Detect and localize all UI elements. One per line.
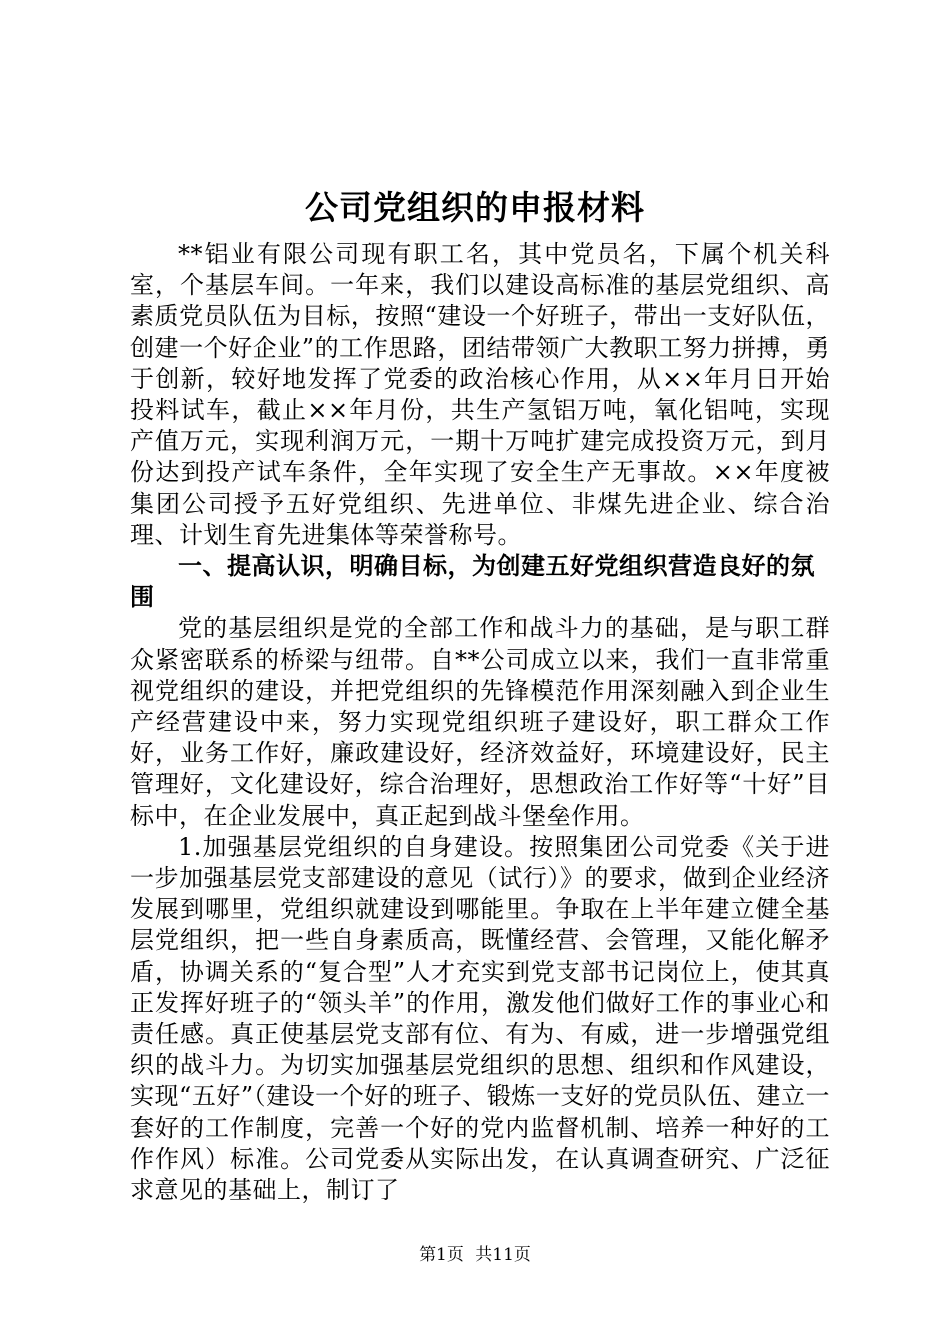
document-title: 公司党组织的申报材料 <box>305 188 645 227</box>
page-footer <box>0 1243 950 1267</box>
section-item-1: 1.加强基层党组织的自身建设。按照集团公司党委《关于进一步加强基层党支部建设的意见（试行）》的要求，做到企业经济发展到哪里，党组织就建设到哪能里。争取在上半年建立健全基层党组织，把一些自身素质高，既懂经营、会管理，又能化解矛盾，协调关系的“复合型”人才充实到党支部书记岗位上，使其真正发挥好班子的“领头羊”的作用，激发他们做好工作的事业心和责任感。真正使基层党支部有位、有为、有威，进一步增强党组织的战斗力。为切实加强基层党组织的思想、组织和作风建设，实现“五好”（建设一个好的班子、锻炼一支好的党员队伍、建立一套好的工作制度，完善一个好的党内监督机制、培养一种好的工作作风）标准。公司党委从实际出发，在认真调查研究、广泛征求意见的基础上，制订了 <box>130 832 830 1205</box>
document-body <box>130 239 830 1206</box>
section-paragraph: 党的基层组织是党的全部工作和战斗力的基础，是与职工群众紧密联系的桥梁与纽带。自**公司成立以来，我们一直非常重视党组织的建设，并把党组织的先锋模范作用深刻融入到企业生产经营建设中来，努力实现党组织班子建设好，职工群众工作好，业务工作好，廉政建设好，经济效益好，环境建设好，民主管理好，文化建设好，综合治理好，思想政治工作好等“十好”目标中，在企业发展中，真正起到战斗堡垒作用。 <box>130 614 830 830</box>
page-number: 第1页 <box>419 1245 464 1265</box>
page-total: 共11页 <box>475 1245 531 1265</box>
intro-paragraph: **铝业有限公司现有职工名，其中党员名，下属个机关科室，个基层车间。一年来，我们以建设高标准的基层党组织、高素质党员队伍为目标，按照“建设一个好班子，带出一支好队伍，创建一个好企业”的工作思路，团结带领广大教职工努力拼搏，勇于创新，较好地发挥了党委的政治核心作用，从××年月日开始投料试车，截止××年月份，共生产氢铝万吨，氧化铝吨，实现产值万元，实现利润万元，一期十万吨扩建完成投资万元，到月份达到投产试车条件，全年实现了安全生产无事故。××年度被集团公司授予五好党组织、先进单位、非煤先进企业、综合治理、计划生育先进集体等荣誉称号。 <box>130 240 830 549</box>
section-heading: 一、提高认识，明确目标，为创建五好党组织营造良好的氛围 <box>130 552 815 612</box>
